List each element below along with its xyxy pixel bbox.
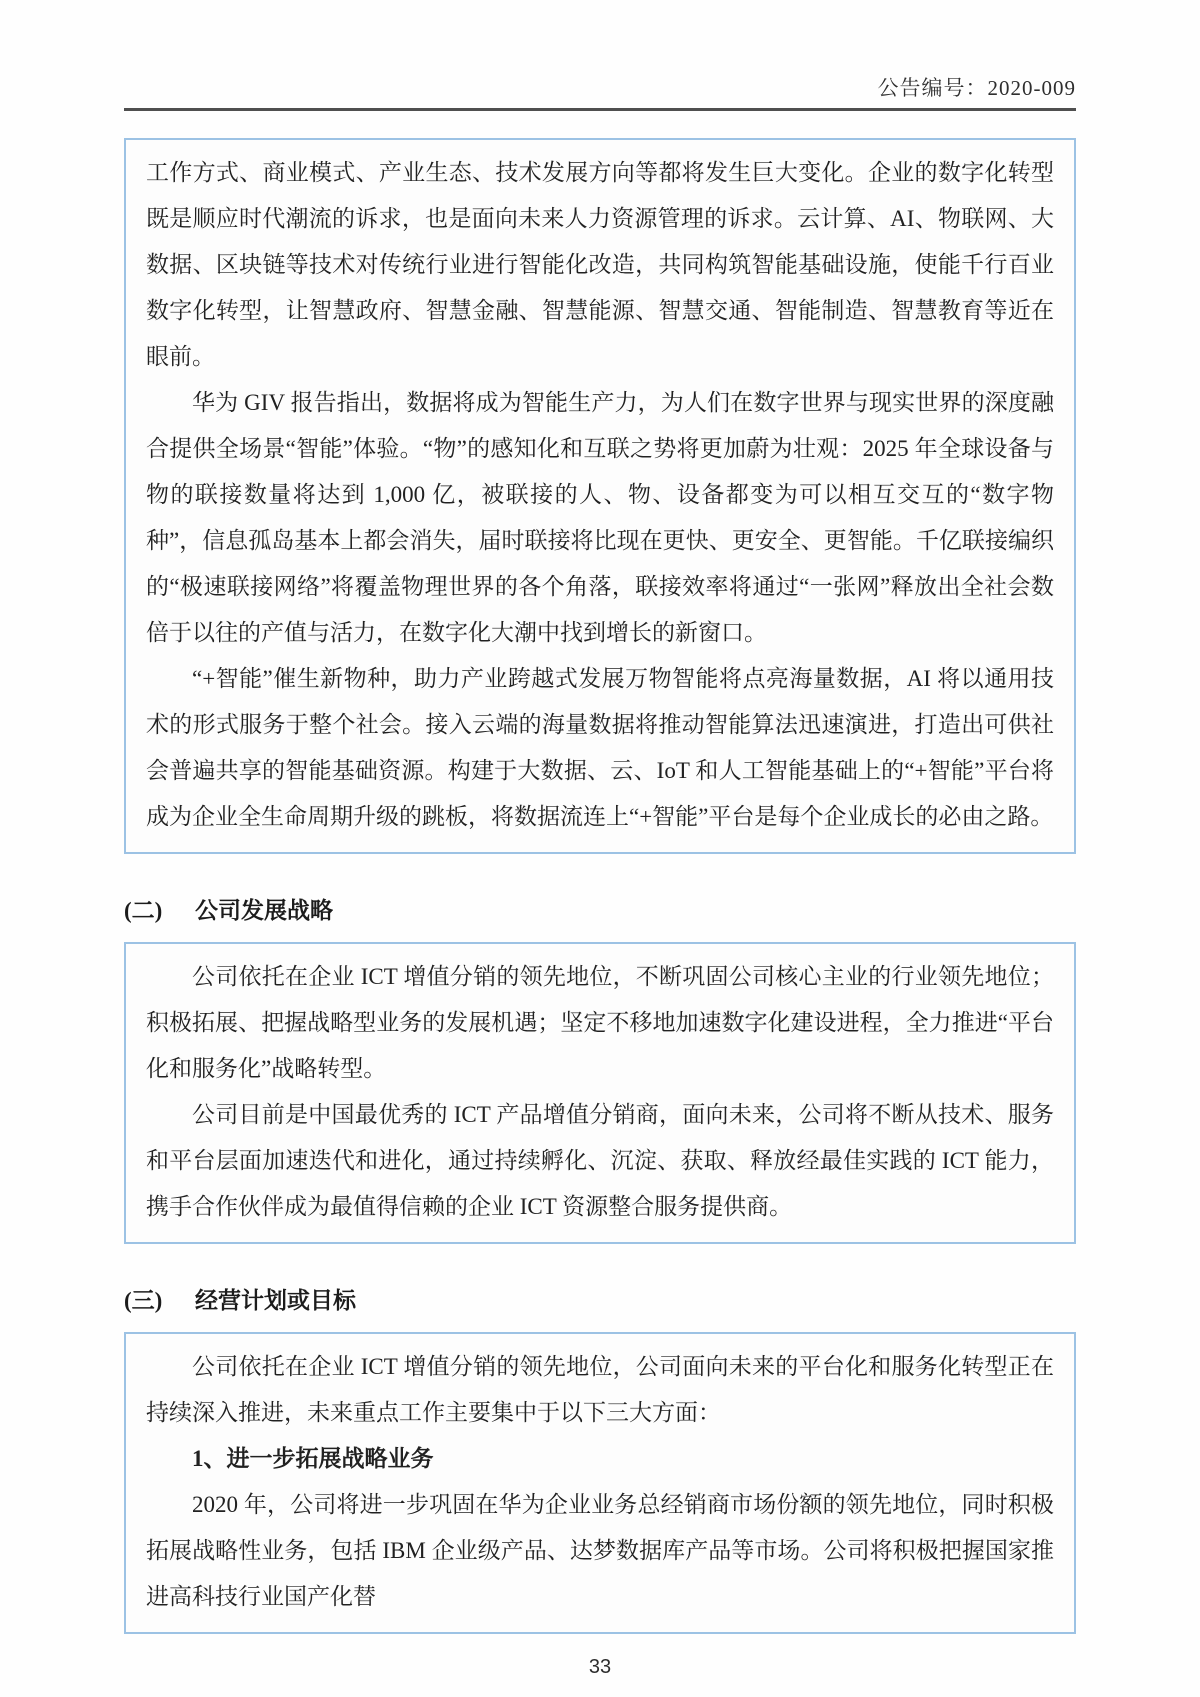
paragraph: 工作方式、商业模式、产业生态、技术发展方向等都将发生巨大变化。企业的数字化转型既是顺应时代潮流的诉求，也是面向未来人力资源管理的诉求。云计算、AI、物联网、大数据、区块链等技术对传统行业进行智能化改造，共同构筑智能基础设施，使能千行百业数字化转型，让智慧政府、智慧金融、智慧能源、智慧交通、智能制造、智慧教育等近在眼前。 [146,160,1054,369]
section-number: (二) [124,898,163,923]
page-number: 33 [588,1656,612,1678]
section-title: 经营计划或目标 [195,1288,356,1313]
section-title: 公司发展战略 [195,898,333,923]
section-heading-company-strategy [124,896,1076,926]
section-heading-business-plan [124,1286,1076,1316]
content-box-company-strategy [124,942,1076,1244]
paragraph: 华为 GIV 报告指出，数据将成为智能生产力，为人们在数字世界与现实世界的深度融合提供全场景“智能”体验。“物”的感知化和互联之势将更加蔚为壮观：2025 年全球设备与物的联接数量将达到 1,000 亿，被联接的人、物、设备都变为可以相互交互的“数字物种”，信息孤岛基本上都会消失，届时联接将比现在更快、更安全、更智能。千亿联接编织的“极速联接网络”将覆盖物理世界的各个角落，联接效率将通过“一张网”释放出全社会数倍于以往的产值与活力，在数字化大潮中找到增长的新窗口。 [146,390,1054,645]
content-box-business-plan [124,1332,1076,1634]
page-content [124,0,1076,1679]
content-box-digital-transformation [124,138,1076,854]
paragraph: 2020 年，公司将进一步巩固在华为企业业务总经销商市场份额的领先地位，同时积极拓展战略性业务，包括 IBM 企业级产品、达梦数据库产品等市场。公司将积极把握国家推进高科技行业国产化替 [146,1492,1054,1609]
doc-number: 公告编号：2020-009 [877,76,1076,100]
paragraph: 公司依托在企业 ICT 增值分销的领先地位，公司面向未来的平台化和服务化转型正在持续深入推进，未来重点工作主要集中于以下三大方面： [146,1354,1054,1425]
paragraph: 公司目前是中国最优秀的 ICT 产品增值分销商，面向未来，公司将不断从技术、服务和平台层面加速迭代和进化，通过持续孵化、沉淀、获取、释放经最佳实践的 ICT 能力，携手合作伙伴成为最值得信赖的企业 ICT 资源整合服务提供商。 [146,1102,1054,1219]
subsection-heading: 1、进一步拓展战略业务 [192,1446,434,1471]
paragraph: “+智能”催生新物种，助力产业跨越式发展万物智能将点亮海量数据，AI 将以通用技术的形式服务于整个社会。接入云端的海量数据将推动智能算法迅速演进，打造出可供社会普遍共享的智能基础资源。构建于大数据、云、IoT 和人工智能基础上的“+智能”平台将成为企业全生命周期升级的跳板，将数据流连上“+智能”平台是每个企业成长的必由之路。 [146,666,1054,829]
page-footer [124,1656,1076,1679]
paragraph: 公司依托在企业 ICT 增值分销的领先地位，不断巩固公司核心主业的行业领先地位；积极拓展、把握战略型业务的发展机遇；坚定不移地加速数字化建设进程，全力推进“平台化和服务化”战略转型。 [146,964,1054,1081]
header-divider [124,108,1076,111]
section-number: (三) [124,1288,163,1313]
